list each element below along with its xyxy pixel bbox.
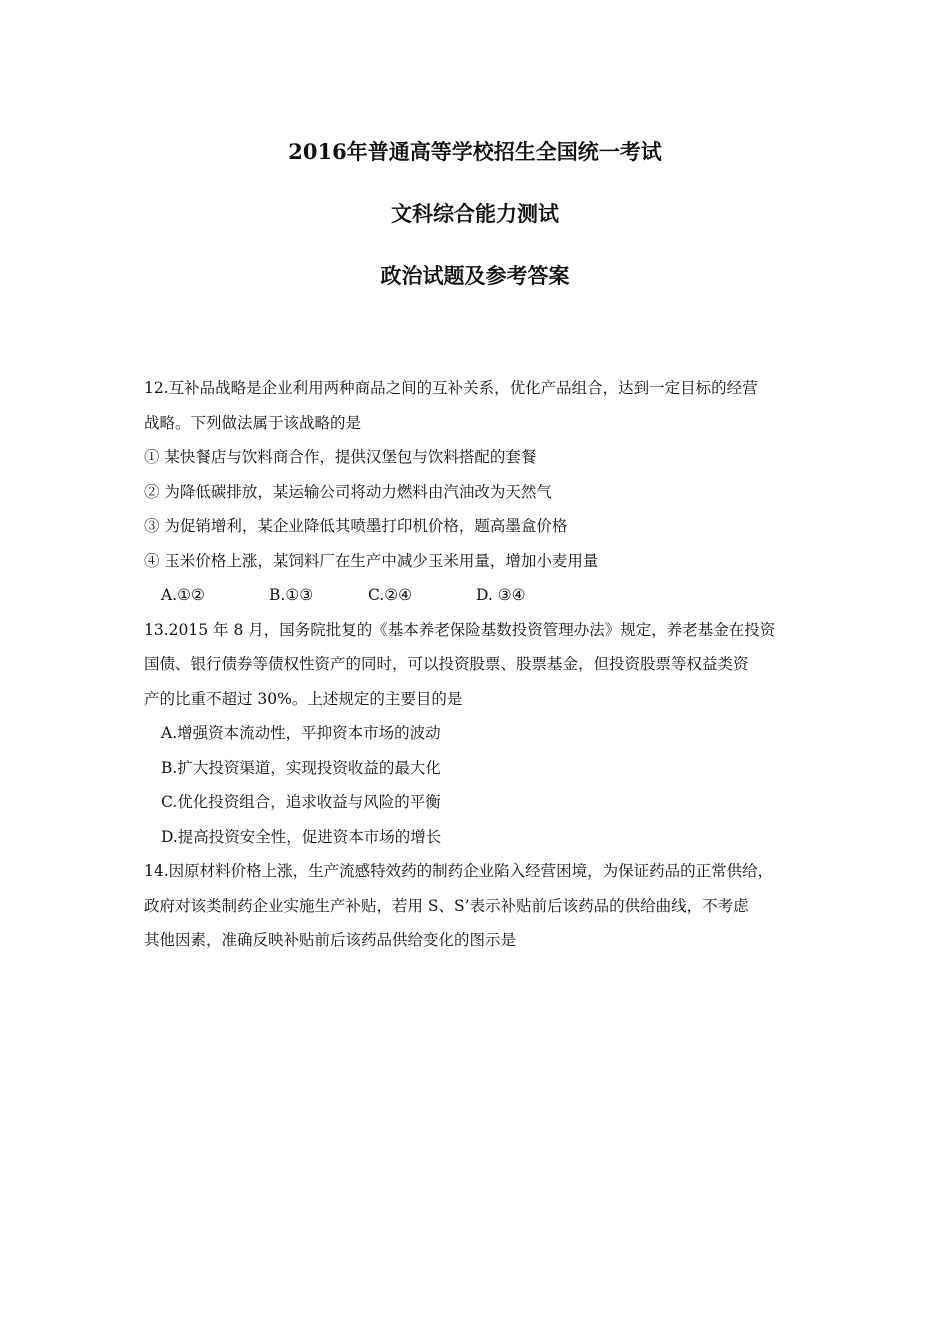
exam-subtitle: 文科综合能力测试: [391, 201, 559, 226]
exam-title: 2016年普通高等学校招生全国统一考试: [288, 139, 662, 164]
question-13-option-c: C.优化投资组合，追求收益与风险的平衡: [161, 793, 441, 811]
question-13-option-b: B.扩大投资渠道，实现投资收益的最大化: [161, 758, 441, 777]
question-14-stem-line: 政府对该类制药企业实施生产补贴，若用 S、S’表示补贴前后该药品的供给曲线，不考虑: [144, 896, 749, 915]
question-13-stem-line: 13.2015 年 8 月，国务院批复的《基本养老保险基数投资管理办法》规定，养老基金在投资: [144, 620, 776, 639]
question-13-stem-line: 产的比重不超过 30%。上述规定的主要目的是: [144, 689, 463, 708]
question-12-stem-line: 战略。下列做法属于该战略的是: [144, 413, 362, 432]
question-12-item: ③ 为促销增利，某企业降低其喷墨打印机价格，题高墨盒价格: [144, 517, 568, 535]
question-13: [144, 618, 820, 860]
section-title: 政治试题及参考答案: [380, 263, 570, 288]
question-12-options: [144, 583, 820, 618]
question-12: [144, 376, 820, 618]
question-12-option-a: A.①②: [161, 586, 205, 604]
question-12-item: ② 为降低碳排放，某运输公司将动力燃料由汽油改为天然气: [144, 482, 552, 501]
question-12-option-d: D. ③④: [476, 586, 526, 604]
question-12-stem-line: 12.互补品战略是企业利用两种商品之间的互补关系，优化产品组合，达到一定目标的经营: [144, 379, 758, 397]
question-12-item: ① 某快餐店与饮料商合作，提供汉堡包与饮料搭配的套餐: [144, 448, 537, 466]
question-13-stem-line: 国债、银行债券等债权性资产的同时，可以投资股票、股票基金，但投资股票等权益类资: [144, 655, 749, 673]
question-14-stem-line: 14.因原材料价格上涨，生产流感特效药的制药企业陷入经营困境，为保证药品的正常供给，: [144, 862, 774, 880]
question-14: [144, 859, 820, 963]
question-12-option-b: B.①③: [269, 586, 314, 604]
question-13-option-d: D.提高投资安全性，促进资本市场的增长: [161, 827, 442, 846]
question-13-option-a: A.增强资本流动性，平抑资本市场的波动: [161, 724, 441, 742]
questions: [144, 376, 820, 963]
question-12-option-c: C.②④: [368, 586, 413, 604]
question-12-item: ④ 玉米价格上涨，某饲料厂在生产中减少玉米用量，增加小麦用量: [144, 551, 599, 570]
question-14-stem-line: 其他因素，准确反映补贴前后该药品供给变化的图示是: [144, 931, 517, 949]
